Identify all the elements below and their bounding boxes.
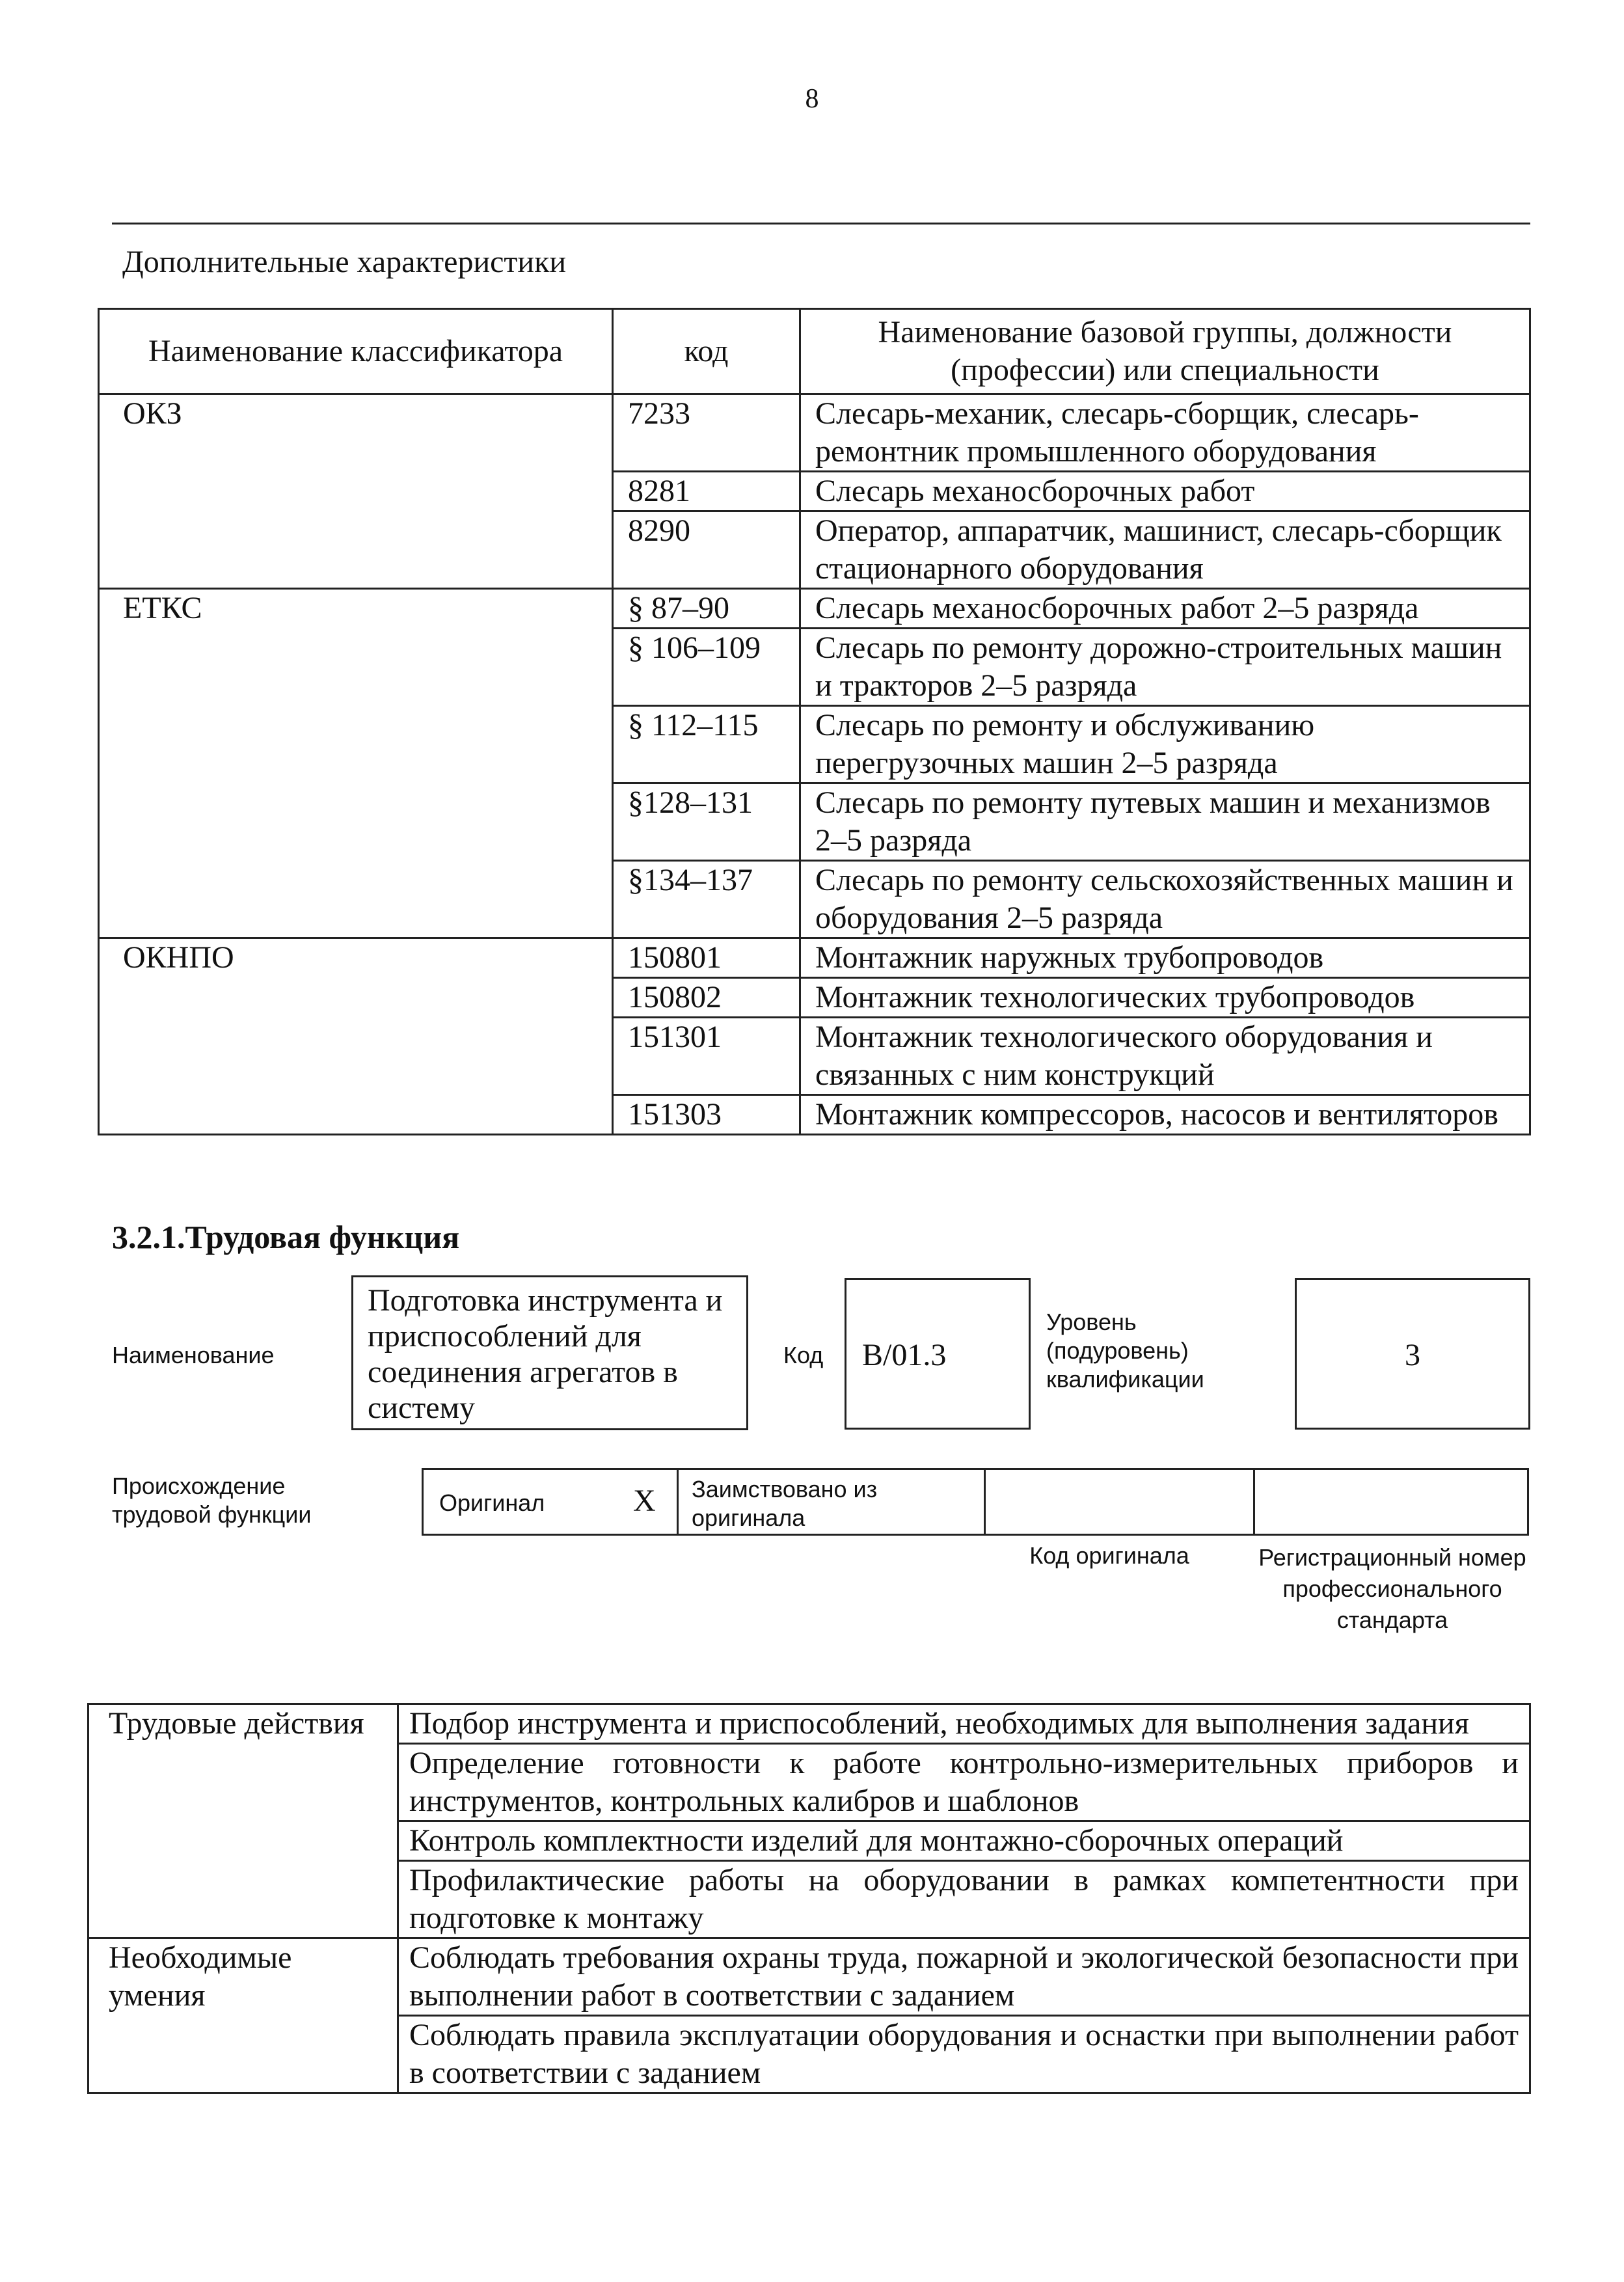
header-classifier: Наименование классификатора bbox=[99, 309, 613, 394]
table-row bbox=[99, 938, 1530, 978]
name-cell: Слесарь по ремонту и обслуживанию перегрузочных машин 2–5 разряда bbox=[800, 706, 1530, 783]
code-cell: 8290 bbox=[613, 511, 800, 589]
item-cell: Контроль комплектности изделий для монтажно-сборочных операций bbox=[398, 1821, 1530, 1861]
origin-cell-registration bbox=[1255, 1470, 1527, 1534]
item-cell: Профилактические работы на оборудовании в рамках компетентности при подготовке к монтажу bbox=[398, 1861, 1530, 1938]
header-code: код bbox=[613, 309, 800, 394]
code-cell: 150801 bbox=[613, 938, 800, 978]
item-cell: Соблюдать требования охраны труда, пожарной и экологической безопасности при выполнении работ в соответствии с заданием bbox=[398, 1938, 1530, 2016]
item-cell: Подбор инструмента и приспособлений, необходимых для выполнения задания bbox=[398, 1704, 1530, 1744]
name-cell: Монтажник компрессоров, насосов и вентиляторов bbox=[800, 1095, 1530, 1135]
origin-row bbox=[422, 1468, 1529, 1536]
classifier-cell: ОКНПО bbox=[99, 938, 613, 1135]
origin-label: Происхождение трудовой функции bbox=[112, 1473, 312, 1528]
level-label: Уровень (подуровень) квалификации bbox=[1046, 1309, 1204, 1392]
classifier-cell: ОКЗ bbox=[99, 394, 613, 589]
code-label: Код bbox=[783, 1342, 824, 1368]
name-cell: Монтажник наружных трубопроводов bbox=[800, 938, 1530, 978]
item-cell: Соблюдать правила эксплуатации оборудования и оснастки при выполнении работ в соответствии с заданием bbox=[398, 2016, 1530, 2093]
item-cell: Определение готовности к работе контрольно-измерительных приборов и инструментов, контрольных калибров и шаблонов bbox=[398, 1744, 1530, 1821]
code-cell: 7233 bbox=[613, 394, 800, 472]
name-cell: Слесарь механосборочных работ bbox=[800, 472, 1530, 511]
table-row bbox=[99, 394, 1530, 472]
code-original-caption: Код оригинала bbox=[1029, 1542, 1189, 1569]
classifiers-table bbox=[98, 308, 1531, 1135]
borrowed-label: Заимствовано из оригинала bbox=[692, 1476, 878, 1531]
original-mark: X bbox=[633, 1484, 656, 1518]
code-cell: 150802 bbox=[613, 978, 800, 1018]
page-number: 8 bbox=[805, 84, 819, 114]
name-cell: Слесарь механосборочных работ 2–5 разряда bbox=[800, 589, 1530, 629]
origin-cell-code bbox=[986, 1470, 1255, 1534]
classifier-cell: ЕТКС bbox=[99, 589, 613, 938]
qualification-level-box: 3 bbox=[1295, 1278, 1530, 1430]
code-cell: § 87–90 bbox=[613, 589, 800, 629]
table-row bbox=[99, 589, 1530, 629]
name-cell: Слесарь по ремонту сельскохозяйственных машин и оборудования 2–5 разряда bbox=[800, 861, 1530, 938]
name-cell: Оператор, аппаратчик, машинист, слесарь-сборщик стационарного оборудования bbox=[800, 511, 1530, 589]
table-row bbox=[88, 1704, 1530, 1744]
code-cell: 8281 bbox=[613, 472, 800, 511]
function-code-box: B/01.3 bbox=[845, 1278, 1031, 1430]
actions-table bbox=[87, 1703, 1531, 2094]
origin-cell-original bbox=[424, 1470, 679, 1534]
code-cell: 151303 bbox=[613, 1095, 800, 1135]
code-cell: 151301 bbox=[613, 1018, 800, 1095]
name-cell: Слесарь-механик, слесарь-сборщик, слесарь-ремонтник промышленного оборудования bbox=[800, 394, 1530, 472]
code-cell: §128–131 bbox=[613, 783, 800, 861]
name-cell: Монтажник технологических трубопроводов bbox=[800, 978, 1530, 1018]
name-cell: Слесарь по ремонту путевых машин и механизмов 2–5 разряда bbox=[800, 783, 1530, 861]
section-caption: Дополнительные характеристики bbox=[122, 245, 567, 279]
registration-number-caption: Регистрационный номер профессионального стандарта bbox=[1258, 1544, 1526, 1633]
category-cell: Трудовые действия bbox=[88, 1704, 398, 1938]
name-cell: Слесарь по ремонту дорожно-строительных машин и тракторов 2–5 разряда bbox=[800, 629, 1530, 706]
code-cell: § 106–109 bbox=[613, 629, 800, 706]
labor-function-title: 3.2.1.Трудовая функция bbox=[112, 1219, 460, 1255]
header-name: Наименование базовой группы, должности (профессии) или специальности bbox=[800, 309, 1530, 394]
table-row bbox=[88, 1938, 1530, 2016]
function-name-box: Подготовка инструмента и приспособлений для соединения агрегатов в систему bbox=[351, 1275, 748, 1430]
category-cell: Необходимые умения bbox=[88, 1938, 398, 2093]
table-header-row bbox=[99, 309, 1530, 394]
top-rule bbox=[112, 223, 1530, 224]
origin-cell-borrowed bbox=[679, 1470, 986, 1534]
original-label: Оригинал bbox=[439, 1489, 545, 1516]
code-cell: § 112–115 bbox=[613, 706, 800, 783]
name-cell: Монтажник технологического оборудования и связанных с ним конструкций bbox=[800, 1018, 1530, 1095]
name-label: Наименование bbox=[112, 1342, 275, 1368]
code-cell: §134–137 bbox=[613, 861, 800, 938]
